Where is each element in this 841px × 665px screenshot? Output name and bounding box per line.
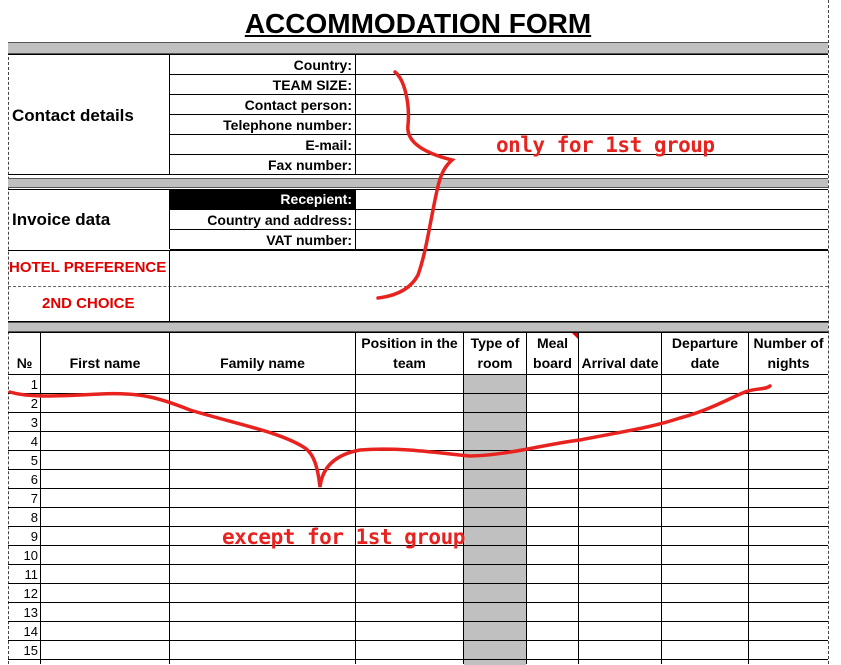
sheet-right-border [828, 0, 829, 664]
row-number: 4 [30, 434, 38, 449]
hotel-top-line [8, 250, 828, 251]
bottom-annotation-note: except for 1st group [222, 525, 465, 549]
table-header-cell[interactable] [662, 333, 748, 374]
row-number: 14 [23, 624, 38, 639]
table-header-cell[interactable] [579, 333, 661, 374]
invoice-field-input[interactable] [356, 230, 828, 249]
table-header-cell[interactable] [464, 333, 526, 374]
row-number: 10 [23, 548, 38, 563]
row-number: 8 [30, 510, 38, 525]
row-number: 9 [30, 529, 38, 544]
table-row[interactable] [8, 469, 828, 488]
second-choice-label: 2ND CHOICE [42, 295, 135, 312]
table-header-cell[interactable] [749, 333, 828, 374]
table-row[interactable] [8, 507, 828, 526]
table-header-cell[interactable] [170, 333, 355, 374]
contact-field-input[interactable] [356, 75, 828, 94]
row-number: 6 [30, 472, 38, 487]
table-header-cell[interactable] [9, 333, 40, 374]
separator-band-invoice [8, 178, 828, 188]
table-header-cell[interactable] [41, 333, 169, 374]
row-number: 7 [30, 491, 38, 506]
contact-field-label: Contact person: [244, 97, 352, 113]
invoice-field-input[interactable] [356, 210, 828, 229]
contact-field-label: TEAM SIZE: [272, 77, 352, 93]
table-row[interactable] [8, 431, 828, 450]
contact-field-input[interactable] [356, 95, 828, 114]
table-row[interactable] [8, 564, 828, 583]
separator-band-top [8, 42, 828, 54]
table-header-text: Type of room [470, 335, 520, 371]
contact-field-input[interactable] [356, 155, 828, 174]
table-header-text: Departure date [671, 335, 739, 371]
row-number: 13 [23, 605, 38, 620]
table-row[interactable] [8, 412, 828, 431]
contact-bottom-line [8, 174, 828, 175]
table-header-text: Position in the team [361, 335, 458, 371]
table-row[interactable] [8, 450, 828, 469]
table-row[interactable] [8, 583, 828, 602]
top-annotation-note: only for 1st group [496, 133, 715, 157]
row-number: 5 [30, 453, 38, 468]
invoice-section-label: Invoice data [12, 210, 111, 229]
table-row[interactable] [8, 602, 828, 621]
table-row[interactable] [8, 488, 828, 507]
table-header-text: Number of nights [753, 335, 824, 371]
row-number: 15 [23, 643, 38, 658]
row-number: 12 [23, 586, 38, 601]
row-number: 2 [30, 396, 38, 411]
contact-field-input[interactable] [356, 55, 828, 74]
table-row[interactable] [8, 640, 828, 659]
invoice-field-label: Recepient: [170, 190, 355, 209]
table-header-text: First name [69, 355, 141, 371]
invoice-field-label: VAT number: [266, 232, 352, 248]
contact-field-label: Country: [293, 57, 352, 73]
table-row[interactable] [8, 621, 828, 640]
row-number: 3 [30, 415, 38, 430]
table-header-cell[interactable] [356, 333, 463, 374]
hotel-preference-label: HOTEL PREFERENCE [9, 259, 167, 276]
contact-section-label: Contact details [12, 106, 134, 125]
table-row[interactable] [8, 374, 828, 393]
separator-band-table [8, 322, 828, 332]
table-row[interactable] [8, 393, 828, 412]
table-header-text: № [16, 355, 33, 371]
hotel-divider [169, 250, 170, 322]
invoice-field-label: Country and address: [207, 212, 352, 228]
invoice-field-input[interactable] [356, 190, 828, 209]
contact-field-input[interactable] [356, 115, 828, 134]
row-number: 11 [24, 567, 38, 582]
contact-field-label: Telephone number: [223, 117, 352, 133]
table-header-text: Family name [220, 355, 305, 371]
table-header-text: Arrival date [581, 355, 659, 371]
row-number: 1 [30, 377, 38, 392]
contact-field-label: E-mail: [305, 137, 352, 153]
table-header-cell[interactable] [527, 333, 578, 374]
contact-field-label: Fax number: [267, 157, 352, 173]
table-row-line [8, 659, 828, 660]
form-title: ACCOMMODATION FORM [244, 8, 592, 39]
hotel-mid-line [8, 286, 828, 287]
table-header-text: Meal board [533, 335, 572, 371]
